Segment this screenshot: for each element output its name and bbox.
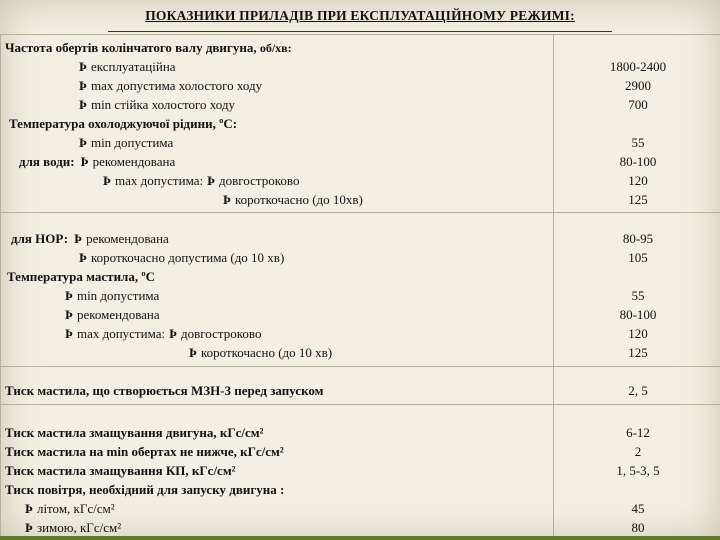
bullet-arrow-icon: Þ	[79, 135, 87, 150]
parameter-line	[1, 423, 553, 442]
parameter-line	[1, 442, 553, 461]
parameter-text: літом, кГс/см²	[36, 501, 115, 516]
parameter-line	[1, 267, 553, 286]
parameter-text: зимою, кГс/см²	[36, 520, 122, 535]
table-row	[1, 405, 720, 538]
parameter-line	[1, 57, 553, 76]
parameter-line	[1, 480, 553, 499]
bullet-arrow-icon: Þ	[103, 173, 111, 188]
value-cell	[554, 367, 720, 405]
parameter-text: короткочасно (до 10хв)	[234, 192, 363, 207]
parameter-text: Тиск мастила змащування двигуна, кГс/см²	[5, 425, 264, 440]
bullet-arrow-icon: Þ	[79, 97, 87, 112]
parameter-line	[1, 381, 553, 400]
parameter-text: Тиск мастила, що створюється МЗН-3 перед запуском	[5, 383, 324, 398]
parameter-cell	[1, 213, 554, 367]
parameter-text: min допустима	[90, 135, 174, 150]
value-text: 120	[628, 326, 648, 341]
value-text: 1800-2400	[609, 59, 667, 74]
parameter-line	[1, 38, 553, 57]
bullet-arrow-icon: Þ	[25, 501, 33, 516]
value-text: 55	[631, 288, 645, 303]
parameter-text: короткочасно допустима (до 10 хв)	[90, 250, 285, 265]
bottom-accent-bar	[0, 536, 720, 540]
value-text: 105	[628, 250, 648, 265]
parameter-text: max допустима:	[114, 173, 204, 188]
parameter-line	[1, 171, 553, 190]
parameter-text: Тиск повітря, необхідний для запуску двигуна :	[5, 482, 285, 497]
parameter-text: довгостроково	[181, 326, 262, 341]
parameter-line	[1, 133, 553, 152]
bullet-arrow-icon: Þ	[65, 307, 73, 322]
value-text: 1, 5-3, 5	[616, 463, 660, 478]
parameter-line	[1, 499, 553, 518]
value-text: 700	[628, 97, 648, 112]
parameter-text: max допустима:	[76, 326, 166, 341]
parameter-cell	[1, 367, 554, 405]
bullet-arrow-icon: Þ	[80, 154, 89, 169]
parameter-line	[1, 95, 553, 114]
parameter-text: min допустима	[76, 288, 160, 303]
bullet-arrow-icon: Þ	[169, 326, 178, 341]
bullet-arrow-icon: Þ	[65, 288, 73, 303]
value-text: 80-100	[619, 154, 657, 169]
bullet-arrow-icon: Þ	[74, 231, 83, 246]
parameter-text: Температура мастила, ºС	[7, 269, 156, 284]
bullet-arrow-icon: Þ	[79, 250, 87, 265]
specs-table	[0, 34, 720, 538]
value-text: 6-12	[626, 425, 650, 440]
value-cell	[554, 35, 720, 213]
parameter-line	[1, 152, 553, 171]
page-title: ПОКАЗНИКИ ПРИЛАДІВ ПРИ ЕКСПЛУАТАЦІЙНОМУ РЕЖИМІ:	[145, 8, 575, 23]
bullet-arrow-icon: Þ	[223, 192, 231, 207]
parameter-text: max допустима холостого ходу	[90, 78, 263, 93]
parameter-line	[1, 286, 553, 305]
table-row	[1, 213, 720, 367]
parameter-text: Тиск мастила на min обертах не нижче, кГс/см²	[5, 444, 284, 459]
value-text: 125	[628, 345, 648, 360]
parameter-text: довгостроково	[219, 173, 300, 188]
value-text	[554, 114, 720, 133]
group-label: для води:	[19, 154, 75, 169]
value-text: 55	[631, 135, 645, 150]
parameter-text: рекомендована	[92, 154, 176, 169]
bullet-arrow-icon: Þ	[65, 326, 73, 341]
parameter-line	[1, 518, 553, 537]
value-text: 80-95	[622, 231, 654, 246]
parameter-text: Частота обертів колінчатого валу двигуна,	[5, 40, 260, 55]
bullet-arrow-icon: Þ	[189, 345, 197, 360]
parameter-line	[1, 248, 553, 267]
value-text: 2, 5	[628, 383, 648, 398]
bullet-arrow-icon: Þ	[79, 59, 87, 74]
value-text: 80	[631, 520, 645, 535]
bullet-arrow-icon: Þ	[25, 520, 33, 535]
parameter-line	[1, 305, 553, 324]
value-text: 120	[628, 173, 648, 188]
parameter-text: Тиск мастила змащування КП, кГс/см²	[5, 463, 236, 478]
parameter-line	[1, 76, 553, 95]
value-text	[554, 480, 720, 499]
value-text: 125	[628, 192, 648, 207]
group-label: для НОР:	[11, 231, 69, 246]
parameter-text: експлуатаційна	[90, 59, 176, 74]
value-cell	[554, 213, 720, 367]
parameter-line	[1, 343, 553, 362]
value-text: 2	[634, 444, 642, 459]
parameter-text: Температура охолоджуючої рідини, ºС:	[9, 116, 238, 131]
parameter-text: короткочасно (до 10 хв)	[200, 345, 333, 360]
parameter-text: рекомендована	[76, 307, 160, 322]
value-text: 45	[631, 501, 645, 516]
unit-label: об/хв:	[259, 41, 292, 55]
value-text: 80-100	[619, 307, 657, 322]
table-row	[1, 367, 720, 405]
value-cell	[554, 405, 720, 538]
parameter-line	[1, 190, 553, 209]
parameter-text: min стійка холостого ходу	[90, 97, 236, 112]
parameter-cell	[1, 35, 554, 213]
title-divider	[108, 31, 612, 32]
parameter-text: рекомендована	[86, 231, 169, 246]
table-row	[1, 35, 720, 213]
bullet-arrow-icon: Þ	[207, 173, 216, 188]
value-text: 2900	[625, 78, 651, 93]
value-text	[554, 38, 720, 57]
bullet-arrow-icon: Þ	[79, 78, 87, 93]
parameter-line	[1, 324, 553, 343]
parameter-cell	[1, 405, 554, 538]
value-text	[554, 267, 720, 286]
parameter-line	[1, 461, 553, 480]
parameter-line	[1, 114, 553, 133]
parameter-line	[1, 229, 553, 248]
